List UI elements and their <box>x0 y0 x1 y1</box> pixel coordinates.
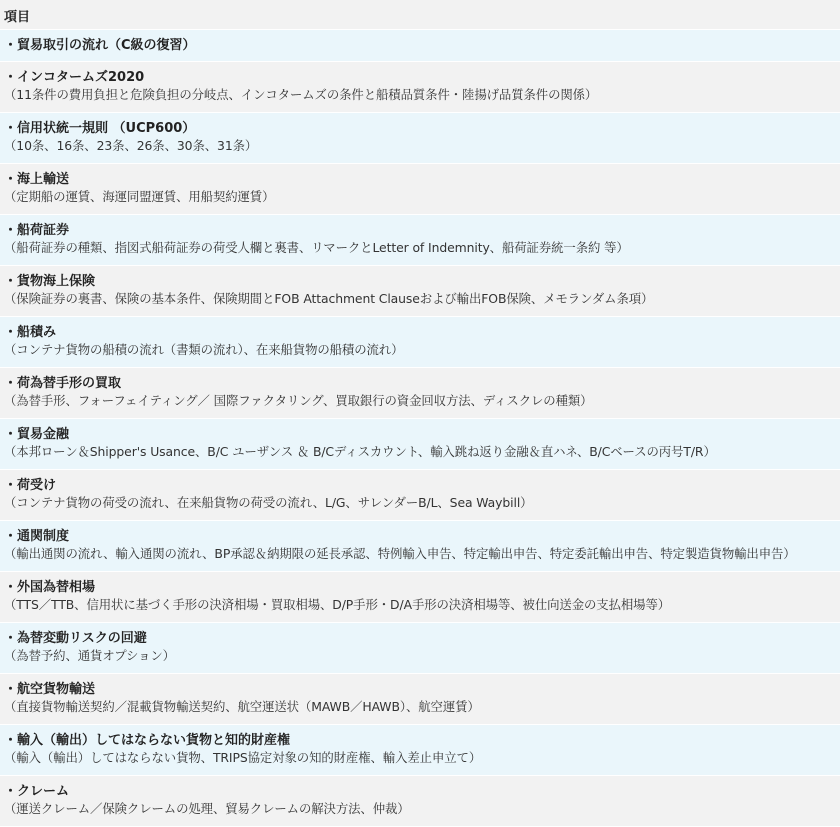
table-row <box>0 368 840 419</box>
row-title: ・為替変動リスクの回避 <box>4 631 147 646</box>
row-description: （輸出通関の流れ、輸入通関の流れ、BP承認＆納期限の延長承認、特例輸入申告、特定輸出申告、特定委託輸出申告、特定製造貨物輸出申告） <box>4 546 796 561</box>
row-title: ・インコタームズ2020 <box>4 70 145 85</box>
table-row <box>0 215 840 266</box>
row-description: （為替手形、フォーフェイティング／ 国際ファクタリング、買取銀行の資金回収方法、ディスクレの種類） <box>4 393 593 408</box>
row-description: （運送クレーム／保険クレームの処理、貿易クレームの解決方法、仲裁） <box>4 801 410 816</box>
row-description: （保険証券の裏書、保険の基本条件、保険期間とFOB Attachment Clauseおよび輸出FOB保険、メモランダム条項） <box>4 291 654 306</box>
row-title: ・貿易取引の流れ（C級の復習） <box>4 38 196 53</box>
header-label: 項目 <box>4 10 31 25</box>
table-row <box>0 623 840 674</box>
table-row <box>0 470 840 521</box>
row-description: （船荷証券の種類、指図式船荷証券の荷受人欄と裏書、リマークとLetter of Indemnity、船荷証券統一条約 等） <box>4 240 629 255</box>
row-title: ・海上輸送 <box>4 172 70 187</box>
row-description: （直接貨物輸送契約／混載貨物輸送契約、航空運送状（MAWB／HAWB）、航空運賃） <box>4 699 480 714</box>
row-title: ・輸入（輸出）してはならない貨物と知的財産権 <box>4 733 291 748</box>
row-title: ・荷為替手形の買取 <box>4 376 122 391</box>
table-row <box>0 725 840 776</box>
row-description: （本邦ローン＆Shipper's Usance、B/C ユーザンス ＆ B/Cディスカウント、輸入跳ね返り金融＆直ハネ、B/Cベースの丙号T/R） <box>4 444 716 459</box>
table-row <box>0 776 840 827</box>
row-description: （コンテナ貨物の船積の流れ（書類の流れ）、在来船貨物の船積の流れ） <box>4 342 404 357</box>
table-row <box>0 266 840 317</box>
row-title: ・船積み <box>4 325 57 340</box>
table-row <box>0 521 840 572</box>
row-description: （為替予約、通貨オプション） <box>4 648 175 663</box>
row-title: ・通関制度 <box>4 529 70 544</box>
row-title: ・貿易金融 <box>4 427 70 442</box>
table-header <box>0 0 840 30</box>
table-row <box>0 572 840 623</box>
table-row <box>0 674 840 725</box>
table-row <box>0 113 840 164</box>
row-title: ・荷受け <box>4 478 57 493</box>
table-row <box>0 317 840 368</box>
row-title: ・船荷証券 <box>4 223 70 238</box>
row-description: （コンテナ貨物の荷受の流れ、在来船貨物の荷受の流れ、L/G、サレンダーB/L、Sea Waybill） <box>4 495 533 510</box>
row-title: ・外国為替相場 <box>4 580 96 595</box>
table-row <box>0 419 840 470</box>
table-row <box>0 30 840 62</box>
row-description: （定期船の運賃、海運同盟運賃、用船契約運賃） <box>4 189 275 204</box>
table-row <box>0 164 840 215</box>
row-description: （11条件の費用負担と危険負担の分岐点、インコタームズの条件と船積品質条件・陸揚げ品質条件の関係） <box>4 87 598 102</box>
row-title: ・信用状統一規則 （UCP600） <box>4 121 196 136</box>
row-title: ・クレーム <box>4 784 70 799</box>
table-row <box>0 62 840 113</box>
row-title: ・貨物海上保険 <box>4 274 96 289</box>
row-title: ・航空貨物輸送 <box>4 682 96 697</box>
row-description: （10条、16条、23条、26条、30条、31条） <box>4 138 258 153</box>
row-description: （TTS／TTB、信用状に基づく手形の決済相場・買取相場、D/P手形・D/A手形の決済相場等、被仕向送金の支払相場等） <box>4 597 671 612</box>
row-description: （輸入（輸出）してはならない貨物、TRIPS協定対象の知的財産権、輸入差止申立て） <box>4 750 482 765</box>
